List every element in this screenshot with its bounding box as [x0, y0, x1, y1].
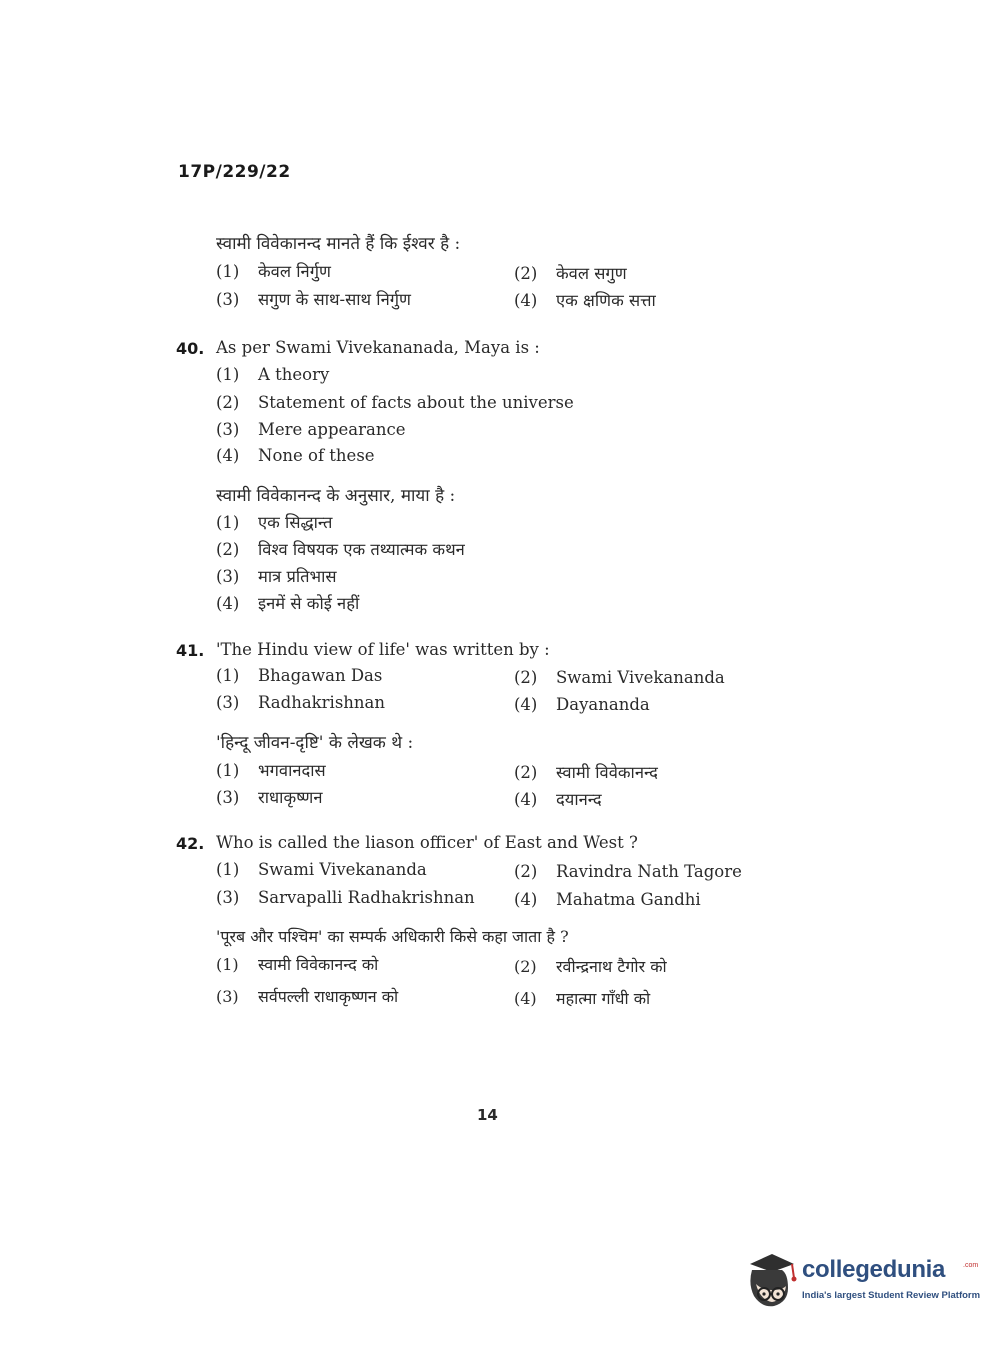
q41-option-3: (3) Radhakrishnan	[216, 693, 386, 712]
q41-hindi-option-4: (4) दयानन्द	[514, 790, 602, 809]
q39-hindi-option-2: (2) केवल सगुण	[514, 264, 627, 283]
q41-hindi-option-1: (1) भगवानदास	[216, 761, 326, 780]
q39-hindi-option-1: (1) केवल निर्गुण	[216, 262, 331, 281]
q42-hindi-option-3: (3) सर्वपल्ली राधाकृष्णन को	[216, 987, 399, 1006]
mascot-icon	[742, 1250, 800, 1314]
q42-option-3: (3) Sarvapalli Radhakrishnan	[216, 888, 475, 907]
q42-option-4: (4) Mahatma Gandhi	[514, 890, 701, 909]
q41-stem: 'The Hindu view of life' was written by :	[216, 640, 550, 659]
q42-number: 42.	[176, 834, 205, 853]
q40-option-2: (2) Statement of facts about the universe	[216, 393, 574, 412]
q41-option-4: (4) Dayananda	[514, 695, 650, 714]
q41-option-2: (2) Swami Vivekananda	[514, 668, 725, 687]
collegedunia-logo	[742, 1250, 981, 1314]
q42-hindi-option-2: (2) रवीन्द्रनाथ टैगोर को	[514, 957, 667, 976]
paper-code: 17P/229/22	[178, 162, 291, 182]
q41-hindi-option-3: (3) राधाकृष्णन	[216, 788, 323, 807]
q40-hindi-option-1: (1) एक सिद्धान्त	[216, 513, 333, 532]
brand-tagline: India's largest Student Review Platform	[802, 1290, 981, 1301]
q41-option-1: (1) Bhagawan Das	[216, 666, 383, 685]
q42-option-1: (1) Swami Vivekananda	[216, 860, 427, 879]
q40-hindi-option-3: (3) मात्र प्रतिभास	[216, 567, 337, 586]
q41-hindi-option-2: (2) स्वामी विवेकानन्द	[514, 763, 658, 782]
q42-option-2: (2) Ravindra Nath Tagore	[514, 862, 742, 881]
q40-option-3: (3) Mere appearance	[216, 420, 406, 439]
page-number: 14	[477, 1106, 498, 1124]
q42-hindi-stem: 'पूरब और पश्चिम' का सम्पर्क अधिकारी किसे कहा जाता है ?	[216, 927, 569, 946]
q40-number: 40.	[176, 339, 205, 358]
q39-hindi-stem: स्वामी विवेकानन्द मानते हैं कि ईश्वर है :	[216, 234, 461, 254]
brand-suffix: .com	[963, 1262, 979, 1269]
q40-hindi-option-4: (4) इनमें से कोई नहीं	[216, 594, 360, 613]
brand-name: collegedunia	[802, 1256, 946, 1283]
q39-hindi-option-3: (3) सगुण के साथ-साथ निर्गुण	[216, 290, 411, 309]
q42-stem: Who is called the liason officer' of East and West ?	[216, 833, 638, 852]
q42-hindi-option-1: (1) स्वामी विवेकानन्द को	[216, 955, 379, 974]
q40-option-1: (1) A theory	[216, 365, 330, 384]
q40-hindi-option-2: (2) विश्व विषयक एक तथ्यात्मक कथन	[216, 540, 465, 559]
q39-hindi-option-4: (4) एक क्षणिक सत्ता	[514, 291, 656, 310]
q40-stem: As per Swami Vivekananada, Maya is :	[216, 338, 540, 357]
q41-number: 41.	[176, 641, 205, 660]
q41-hindi-stem: 'हिन्दू जीवन-दृष्टि' के लेखक थे :	[216, 733, 414, 753]
q42-hindi-option-4: (4) महात्मा गाँधी को	[514, 989, 651, 1008]
q40-hindi-stem: स्वामी विवेकानन्द के अनुसार, माया है :	[216, 486, 456, 506]
q40-option-4: (4) None of these	[216, 446, 375, 465]
